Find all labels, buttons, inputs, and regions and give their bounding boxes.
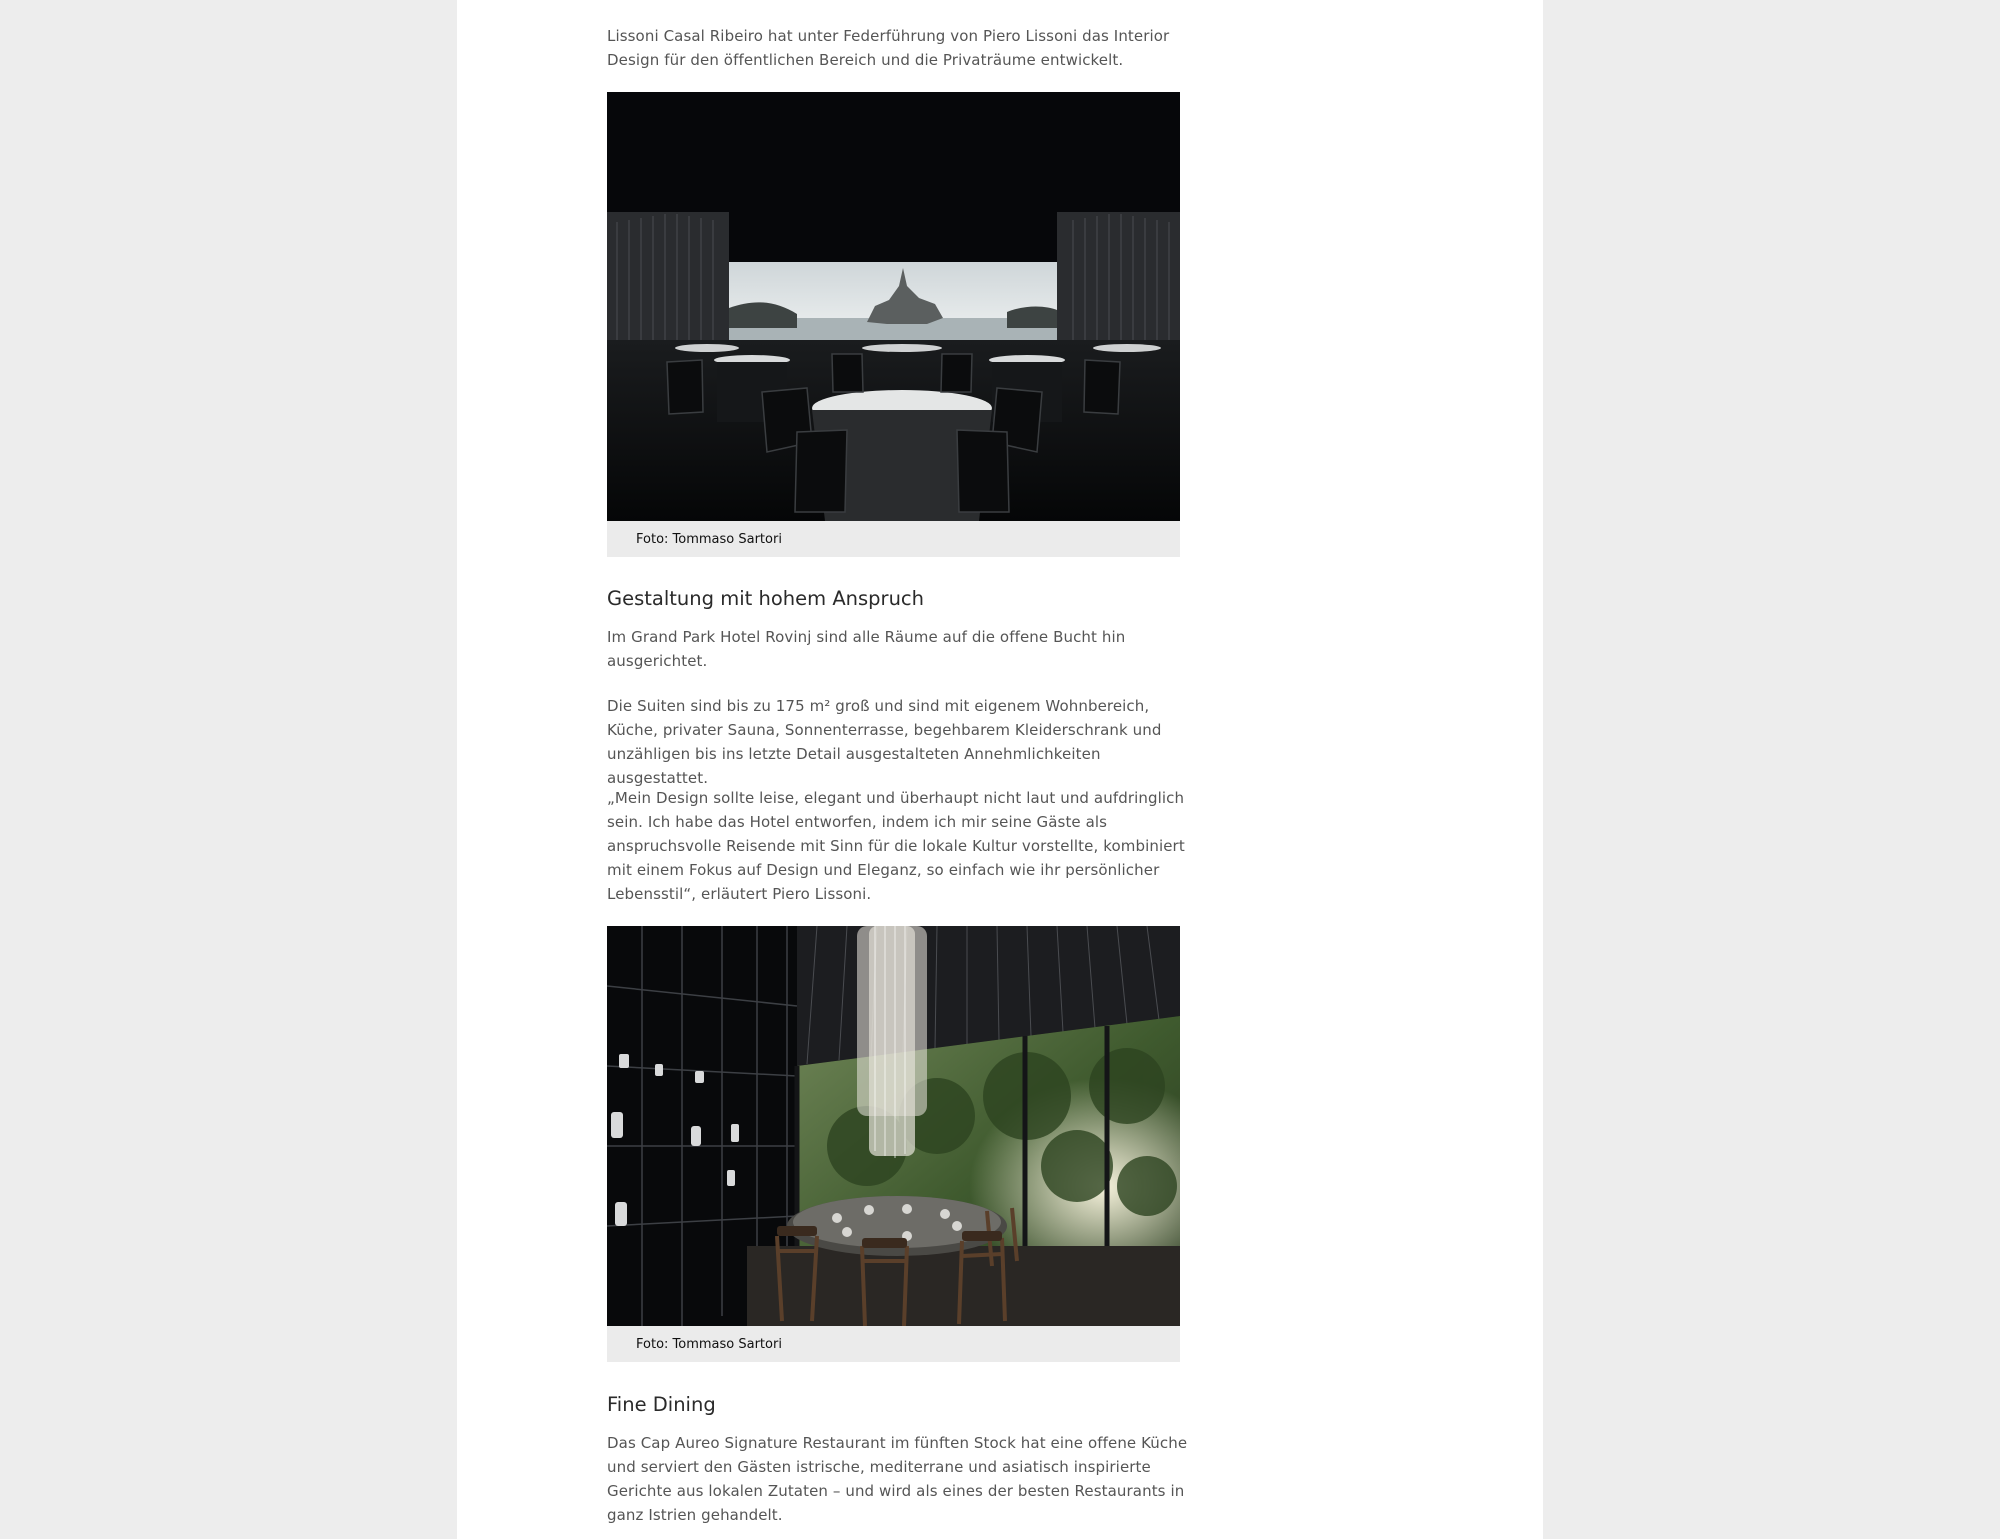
restaurant-sea-view-photo[interactable] [607,92,1180,521]
section-heading-fine-dining: Fine Dining [607,1393,716,1416]
figure-caption [607,1326,1180,1362]
section-heading-design: Gestaltung mit hohem Anspruch [607,587,925,610]
figure-dining-room [607,926,1180,1362]
paragraph-suites: Die Suiten sind bis zu 175 m² groß und sind mit eigenem Wohnbereich, Küche, privater Sauna, Sonnenterrasse, begehbarem Kleiderschrank und unzähligen bis ins letzte Detail ausgestalteten Annehmlichkeiten ausgestattet. [607,697,1162,787]
figure-caption [607,521,1180,557]
dining-room-photo[interactable] [607,926,1180,1326]
paragraph-restaurant: Das Cap Aureo Signature Restaurant im fünften Stock hat eine offene Küche und serviert den Gästen istrische, mediterrane und asiatisch inspirierte Gerichte aus lokalen Zutaten – und wird als eines der besten Restaurants in ganz Istrien gehandelt. [607,1434,1188,1524]
figure-restaurant-sea-view [607,92,1180,557]
intro-paragraph: Lissoni Casal Ribeiro hat unter Federführung von Piero Lissoni das Interior Design für den öffentlichen Bereich und die Privaträume entwickelt. [607,27,1170,69]
paragraph-rooms: Im Grand Park Hotel Rovinj sind alle Räume auf die offene Bucht hin ausgerichtet. [607,628,1126,670]
page-content [457,0,1543,1539]
photo-credit: Foto: Tommaso Sartori [636,1336,782,1352]
photo-credit: Foto: Tommaso Sartori [636,531,782,547]
paragraph-quote: „Mein Design sollte leise, elegant und überhaupt nicht laut und aufdringlich sein. Ich habe das Hotel entworfen, indem ich mir seine Gäste als anspruchsvolle Reisende mit Sinn für die lokale Kultur vorstellte, kombiniert mit einem Fokus auf Design und Eleganz, so einfach wie ihr persönlicher Lebensstil“, erläutert Piero Lissoni. [607,789,1185,903]
